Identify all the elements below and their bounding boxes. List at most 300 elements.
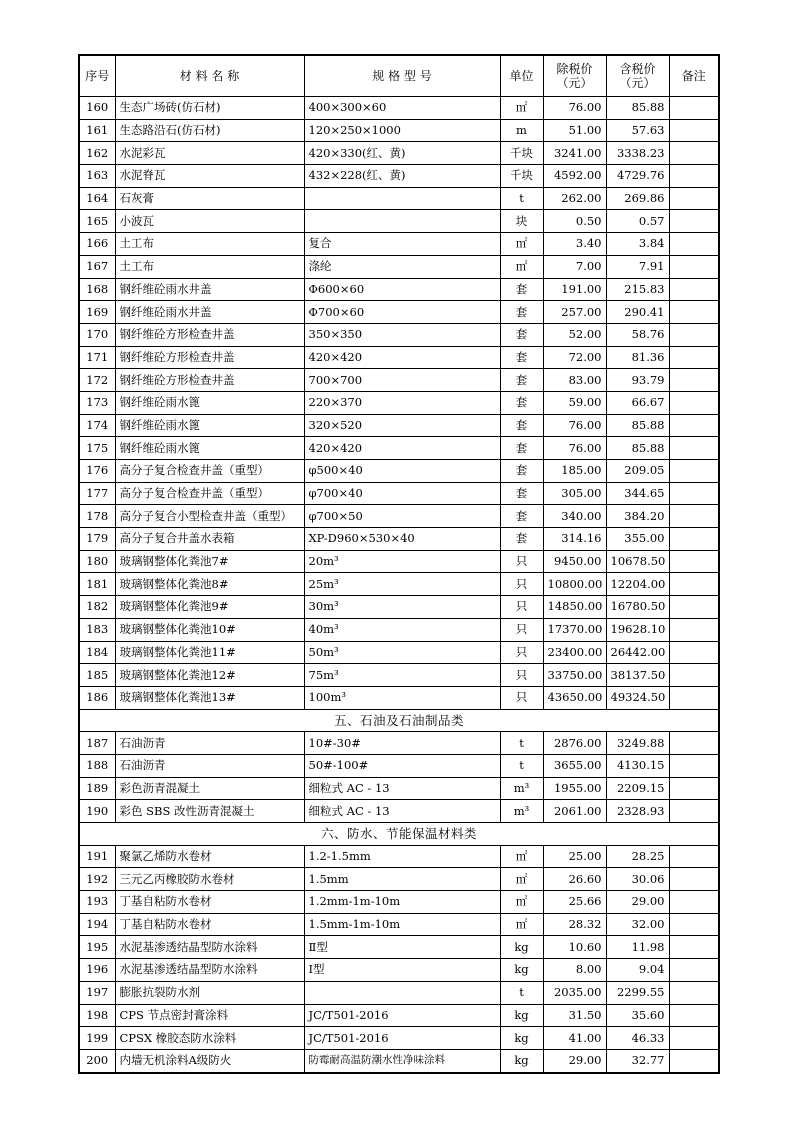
- cell-with-tax-price: 384.20: [606, 505, 669, 528]
- cell-unit: t: [500, 732, 543, 755]
- cell-spec: Ⅱ型: [304, 936, 500, 959]
- cell-note: [669, 1004, 719, 1027]
- cell-pre-tax-price: 10.60: [543, 936, 606, 959]
- cell-with-tax-price: 215.83: [606, 278, 669, 301]
- cell-note: [669, 913, 719, 936]
- cell-with-tax-price: 85.88: [606, 97, 669, 120]
- cell-with-tax-price: 344.65: [606, 482, 669, 505]
- cell-with-tax-price: 10678.50: [606, 550, 669, 573]
- cell-with-tax-price: 49324.50: [606, 686, 669, 709]
- cell-unit: kg: [500, 959, 543, 982]
- section-row: [79, 709, 719, 732]
- cell-with-tax-price: 290.41: [606, 301, 669, 324]
- cell-spec: φ500×40: [304, 460, 500, 483]
- table-row: [79, 686, 719, 709]
- cell-with-tax-price: 57.63: [606, 119, 669, 142]
- cell-with-tax-price: 38137.50: [606, 664, 669, 687]
- cell-note: [669, 664, 719, 687]
- cell-unit: 只: [500, 573, 543, 596]
- cell-unit: m: [500, 119, 543, 142]
- table-row: [79, 233, 719, 256]
- cell-spec: 25m³: [304, 573, 500, 596]
- cell-note: [669, 550, 719, 573]
- cell-name: 玻璃钢整体化粪池9#: [115, 596, 304, 619]
- table-row: [79, 550, 719, 573]
- cell-spec: 1.2-1.5mm: [304, 845, 500, 868]
- cell-pre-tax-price: 43650.00: [543, 686, 606, 709]
- cell-unit: 套: [500, 301, 543, 324]
- cell-spec: [304, 187, 500, 210]
- cell-unit: 套: [500, 278, 543, 301]
- cell-name: 玻璃钢整体化粪池7#: [115, 550, 304, 573]
- cell-note: [669, 505, 719, 528]
- cell-with-tax-price: 32.00: [606, 913, 669, 936]
- table-row: [79, 754, 719, 777]
- cell-pre-tax-price: 3.40: [543, 233, 606, 256]
- cell-note: [669, 165, 719, 188]
- cell-no: 191: [79, 845, 115, 868]
- cell-note: [669, 981, 719, 1004]
- header-unit: 单位: [500, 55, 543, 97]
- cell-no: 167: [79, 255, 115, 278]
- cell-unit: t: [500, 754, 543, 777]
- table-row: [79, 641, 719, 664]
- table-row: [79, 278, 719, 301]
- cell-note: [669, 1049, 719, 1072]
- cell-unit: 只: [500, 664, 543, 687]
- header-no: 序号: [79, 55, 115, 97]
- cell-with-tax-price: 66.67: [606, 391, 669, 414]
- table-row: [79, 868, 719, 891]
- cell-pre-tax-price: 1955.00: [543, 777, 606, 800]
- cell-spec: 120×250×1000: [304, 119, 500, 142]
- cell-note: [669, 845, 719, 868]
- cell-spec: 30m³: [304, 596, 500, 619]
- cell-unit: t: [500, 187, 543, 210]
- cell-note: [669, 618, 719, 641]
- cell-note: [669, 777, 719, 800]
- cell-no: 189: [79, 777, 115, 800]
- cell-unit: kg: [500, 1004, 543, 1027]
- cell-with-tax-price: 58.76: [606, 323, 669, 346]
- table-row: [79, 891, 719, 914]
- cell-no: 188: [79, 754, 115, 777]
- cell-pre-tax-price: 257.00: [543, 301, 606, 324]
- cell-no: 174: [79, 414, 115, 437]
- cell-no: 179: [79, 528, 115, 551]
- cell-no: 198: [79, 1004, 115, 1027]
- cell-no: 197: [79, 981, 115, 1004]
- cell-name: 玻璃钢整体化粪池10#: [115, 618, 304, 641]
- cell-note: [669, 1027, 719, 1050]
- cell-no: 176: [79, 460, 115, 483]
- cell-note: [669, 460, 719, 483]
- cell-name: 彩色沥青混凝土: [115, 777, 304, 800]
- cell-spec: 1.2mm-1m-10m: [304, 891, 500, 914]
- cell-spec: 320×520: [304, 414, 500, 437]
- cell-with-tax-price: 19628.10: [606, 618, 669, 641]
- cell-no: 172: [79, 369, 115, 392]
- table-row: [79, 323, 719, 346]
- cell-no: 199: [79, 1027, 115, 1050]
- table-row: [79, 845, 719, 868]
- cell-spec: φ700×40: [304, 482, 500, 505]
- cell-name: 钢纤维砼方形检查井盖: [115, 323, 304, 346]
- cell-with-tax-price: 29.00: [606, 891, 669, 914]
- cell-no: 192: [79, 868, 115, 891]
- cell-pre-tax-price: 23400.00: [543, 641, 606, 664]
- cell-name: 彩色 SBS 改性沥青混凝土: [115, 800, 304, 823]
- cell-no: 195: [79, 936, 115, 959]
- cell-pre-tax-price: 76.00: [543, 437, 606, 460]
- table-row: [79, 777, 719, 800]
- cell-spec: I型: [304, 959, 500, 982]
- cell-pre-tax-price: 314.16: [543, 528, 606, 551]
- cell-pre-tax-price: 9450.00: [543, 550, 606, 573]
- cell-note: [669, 187, 719, 210]
- table-row: [79, 1004, 719, 1027]
- cell-pre-tax-price: 340.00: [543, 505, 606, 528]
- table-row: [79, 460, 719, 483]
- cell-pre-tax-price: 305.00: [543, 482, 606, 505]
- cell-name: 膨胀抗裂防水剂: [115, 981, 304, 1004]
- cell-pre-tax-price: 52.00: [543, 323, 606, 346]
- cell-note: [669, 596, 719, 619]
- header-with-tax-price: 含税价 （元）: [606, 55, 669, 97]
- cell-with-tax-price: 2328.93: [606, 800, 669, 823]
- cell-pre-tax-price: 41.00: [543, 1027, 606, 1050]
- cell-name: 钢纤维砼雨水井盖: [115, 301, 304, 324]
- header-note: 备注: [669, 55, 719, 97]
- cell-spec: 100m³: [304, 686, 500, 709]
- cell-no: 196: [79, 959, 115, 982]
- cell-spec: 复合: [304, 233, 500, 256]
- cell-name: 钢纤维砼雨水篦: [115, 391, 304, 414]
- cell-spec: 50m³: [304, 641, 500, 664]
- table-row: [79, 119, 719, 142]
- cell-unit: kg: [500, 936, 543, 959]
- cell-unit: 套: [500, 460, 543, 483]
- cell-spec: XP-D960×530×40: [304, 528, 500, 551]
- cell-pre-tax-price: 191.00: [543, 278, 606, 301]
- table-header-row: [79, 55, 719, 97]
- cell-no: 168: [79, 278, 115, 301]
- table-row: [79, 1049, 719, 1072]
- cell-with-tax-price: 85.88: [606, 437, 669, 460]
- cell-no: 169: [79, 301, 115, 324]
- cell-note: [669, 641, 719, 664]
- cell-no: 180: [79, 550, 115, 573]
- cell-name: 高分子复合检查井盖（重型）: [115, 460, 304, 483]
- cell-pre-tax-price: 7.00: [543, 255, 606, 278]
- cell-no: 171: [79, 346, 115, 369]
- cell-unit: ㎡: [500, 913, 543, 936]
- cell-note: [669, 686, 719, 709]
- cell-pre-tax-price: 14850.00: [543, 596, 606, 619]
- cell-note: [669, 732, 719, 755]
- cell-no: 173: [79, 391, 115, 414]
- cell-name: 三元乙丙橡胶防水卷材: [115, 868, 304, 891]
- cell-with-tax-price: 2299.55: [606, 981, 669, 1004]
- cell-with-tax-price: 3338.23: [606, 142, 669, 165]
- cell-with-tax-price: 2209.15: [606, 777, 669, 800]
- cell-spec: 432×228(红、黄): [304, 165, 500, 188]
- cell-name: 土工布: [115, 233, 304, 256]
- cell-unit: 只: [500, 641, 543, 664]
- cell-name: 水泥脊瓦: [115, 165, 304, 188]
- cell-with-tax-price: 7.91: [606, 255, 669, 278]
- cell-note: [669, 97, 719, 120]
- table-row: [79, 482, 719, 505]
- cell-unit: 只: [500, 686, 543, 709]
- cell-pre-tax-price: 25.00: [543, 845, 606, 868]
- cell-no: 182: [79, 596, 115, 619]
- cell-no: 183: [79, 618, 115, 641]
- cell-with-tax-price: 93.79: [606, 369, 669, 392]
- cell-spec: 防霉耐高温防潮水性净味涂料: [304, 1049, 500, 1072]
- materials-price-table: [78, 54, 720, 1074]
- cell-name: 丁基自粘防水卷材: [115, 913, 304, 936]
- cell-spec: Φ600×60: [304, 278, 500, 301]
- cell-spec: 细粒式 AC - 13: [304, 777, 500, 800]
- cell-note: [669, 119, 719, 142]
- cell-pre-tax-price: 76.00: [543, 97, 606, 120]
- cell-spec: 420×330(红、黄): [304, 142, 500, 165]
- cell-note: [669, 323, 719, 346]
- cell-note: [669, 301, 719, 324]
- cell-spec: 420×420: [304, 437, 500, 460]
- table-row: [79, 165, 719, 188]
- cell-name: 丁基自粘防水卷材: [115, 891, 304, 914]
- cell-note: [669, 800, 719, 823]
- cell-no: 200: [79, 1049, 115, 1072]
- cell-spec: 涤纶: [304, 255, 500, 278]
- table-row: [79, 913, 719, 936]
- cell-with-tax-price: 4130.15: [606, 754, 669, 777]
- cell-spec: 400×300×60: [304, 97, 500, 120]
- table-body: [79, 97, 719, 1073]
- table-row: [79, 255, 719, 278]
- cell-note: [669, 868, 719, 891]
- cell-unit: kg: [500, 1049, 543, 1072]
- cell-unit: t: [500, 981, 543, 1004]
- cell-pre-tax-price: 17370.00: [543, 618, 606, 641]
- cell-no: 185: [79, 664, 115, 687]
- cell-no: 194: [79, 913, 115, 936]
- cell-pre-tax-price: 51.00: [543, 119, 606, 142]
- cell-name: 水泥彩瓦: [115, 142, 304, 165]
- table-row: [79, 97, 719, 120]
- cell-spec: 50#-100#: [304, 754, 500, 777]
- table-row: [79, 959, 719, 982]
- header-pre-tax-price: 除税价 （元）: [543, 55, 606, 97]
- cell-unit: ㎡: [500, 97, 543, 120]
- cell-note: [669, 754, 719, 777]
- cell-spec: 420×420: [304, 346, 500, 369]
- cell-no: 160: [79, 97, 115, 120]
- table-row: [79, 664, 719, 687]
- cell-pre-tax-price: 2061.00: [543, 800, 606, 823]
- cell-pre-tax-price: 185.00: [543, 460, 606, 483]
- cell-unit: 套: [500, 482, 543, 505]
- cell-no: 193: [79, 891, 115, 914]
- cell-pre-tax-price: 26.60: [543, 868, 606, 891]
- cell-spec: 10#-30#: [304, 732, 500, 755]
- cell-name: 高分子复合小型检查井盖（重型）: [115, 505, 304, 528]
- cell-name: 钢纤维砼雨水篦: [115, 437, 304, 460]
- cell-no: 178: [79, 505, 115, 528]
- table-row: [79, 414, 719, 437]
- table-row: [79, 142, 719, 165]
- cell-pre-tax-price: 31.50: [543, 1004, 606, 1027]
- cell-pre-tax-price: 262.00: [543, 187, 606, 210]
- cell-spec: 20m³: [304, 550, 500, 573]
- cell-unit: 千块: [500, 165, 543, 188]
- cell-note: [669, 437, 719, 460]
- cell-pre-tax-price: 33750.00: [543, 664, 606, 687]
- cell-with-tax-price: 85.88: [606, 414, 669, 437]
- table-row: [79, 936, 719, 959]
- cell-no: 170: [79, 323, 115, 346]
- table-row: [79, 210, 719, 233]
- cell-name: 生态广场砖(仿石材): [115, 97, 304, 120]
- cell-with-tax-price: 4729.76: [606, 165, 669, 188]
- cell-spec: 1.5mm-1m-10m: [304, 913, 500, 936]
- cell-pre-tax-price: 76.00: [543, 414, 606, 437]
- cell-spec: Φ700×60: [304, 301, 500, 324]
- cell-note: [669, 346, 719, 369]
- cell-note: [669, 414, 719, 437]
- cell-note: [669, 278, 719, 301]
- cell-spec: 1.5mm: [304, 868, 500, 891]
- cell-no: 164: [79, 187, 115, 210]
- cell-name: 高分子复合井盖水表箱: [115, 528, 304, 551]
- header-name: 材 料 名 称: [115, 55, 304, 97]
- table-row: [79, 732, 719, 755]
- cell-spec: JC/T501-2016: [304, 1004, 500, 1027]
- table-row: [79, 187, 719, 210]
- cell-unit: 千块: [500, 142, 543, 165]
- cell-unit: 套: [500, 437, 543, 460]
- table-row: [79, 391, 719, 414]
- table-row: [79, 1027, 719, 1050]
- cell-pre-tax-price: 2876.00: [543, 732, 606, 755]
- cell-note: [669, 482, 719, 505]
- cell-name: 水泥基渗透结晶型防水涂料: [115, 936, 304, 959]
- cell-note: [669, 391, 719, 414]
- cell-pre-tax-price: 8.00: [543, 959, 606, 982]
- cell-note: [669, 528, 719, 551]
- table-row: [79, 346, 719, 369]
- table-row: [79, 437, 719, 460]
- cell-no: 186: [79, 686, 115, 709]
- cell-unit: 套: [500, 391, 543, 414]
- cell-with-tax-price: 16780.50: [606, 596, 669, 619]
- table-row: [79, 981, 719, 1004]
- cell-spec: 700×700: [304, 369, 500, 392]
- cell-name: 石油沥青: [115, 754, 304, 777]
- cell-name: 石油沥青: [115, 732, 304, 755]
- cell-with-tax-price: 3.84: [606, 233, 669, 256]
- cell-spec: JC/T501-2016: [304, 1027, 500, 1050]
- cell-no: 190: [79, 800, 115, 823]
- cell-with-tax-price: 81.36: [606, 346, 669, 369]
- cell-with-tax-price: 26442.00: [606, 641, 669, 664]
- cell-spec: 220×370: [304, 391, 500, 414]
- cell-spec: [304, 210, 500, 233]
- cell-pre-tax-price: 29.00: [543, 1049, 606, 1072]
- cell-name: 土工布: [115, 255, 304, 278]
- cell-with-tax-price: 32.77: [606, 1049, 669, 1072]
- cell-no: 187: [79, 732, 115, 755]
- cell-pre-tax-price: 4592.00: [543, 165, 606, 188]
- section-row: [79, 823, 719, 846]
- cell-with-tax-price: 9.04: [606, 959, 669, 982]
- cell-name: 水泥基渗透结晶型防水涂料: [115, 959, 304, 982]
- section-title: 五、石油及石油制品类: [79, 709, 719, 732]
- table-row: [79, 369, 719, 392]
- cell-note: [669, 573, 719, 596]
- cell-name: 内墙无机涂料A级防火: [115, 1049, 304, 1072]
- cell-name: CPS 节点密封膏涂料: [115, 1004, 304, 1027]
- cell-unit: ㎡: [500, 891, 543, 914]
- cell-pre-tax-price: 72.00: [543, 346, 606, 369]
- cell-with-tax-price: 46.33: [606, 1027, 669, 1050]
- section-title: 六、防水、节能保温材料类: [79, 823, 719, 846]
- cell-unit: 套: [500, 323, 543, 346]
- cell-name: 玻璃钢整体化粪池12#: [115, 664, 304, 687]
- cell-unit: 只: [500, 550, 543, 573]
- cell-pre-tax-price: 10800.00: [543, 573, 606, 596]
- cell-with-tax-price: 3249.88: [606, 732, 669, 755]
- cell-with-tax-price: 0.57: [606, 210, 669, 233]
- cell-with-tax-price: 30.06: [606, 868, 669, 891]
- cell-name: 玻璃钢整体化粪池11#: [115, 641, 304, 664]
- cell-note: [669, 959, 719, 982]
- cell-unit: ㎡: [500, 233, 543, 256]
- cell-unit: ㎡: [500, 868, 543, 891]
- cell-no: 163: [79, 165, 115, 188]
- cell-spec: [304, 981, 500, 1004]
- cell-pre-tax-price: 3655.00: [543, 754, 606, 777]
- table-row: [79, 800, 719, 823]
- cell-no: 166: [79, 233, 115, 256]
- cell-unit: m³: [500, 800, 543, 823]
- cell-no: 162: [79, 142, 115, 165]
- cell-unit: kg: [500, 1027, 543, 1050]
- cell-with-tax-price: 28.25: [606, 845, 669, 868]
- cell-pre-tax-price: 25.66: [543, 891, 606, 914]
- cell-unit: 套: [500, 505, 543, 528]
- cell-name: 玻璃钢整体化粪池13#: [115, 686, 304, 709]
- cell-with-tax-price: 355.00: [606, 528, 669, 551]
- cell-note: [669, 142, 719, 165]
- table-row: [79, 528, 719, 551]
- cell-pre-tax-price: 3241.00: [543, 142, 606, 165]
- cell-name: 钢纤维砼方形检查井盖: [115, 346, 304, 369]
- cell-name: 钢纤维砼雨水篦: [115, 414, 304, 437]
- cell-spec: 75m³: [304, 664, 500, 687]
- cell-name: 石灰膏: [115, 187, 304, 210]
- cell-name: 聚氯乙烯防水卷材: [115, 845, 304, 868]
- cell-unit: m³: [500, 777, 543, 800]
- cell-no: 177: [79, 482, 115, 505]
- cell-with-tax-price: 12204.00: [606, 573, 669, 596]
- cell-with-tax-price: 209.05: [606, 460, 669, 483]
- cell-note: [669, 233, 719, 256]
- cell-unit: 块: [500, 210, 543, 233]
- table-row: [79, 301, 719, 324]
